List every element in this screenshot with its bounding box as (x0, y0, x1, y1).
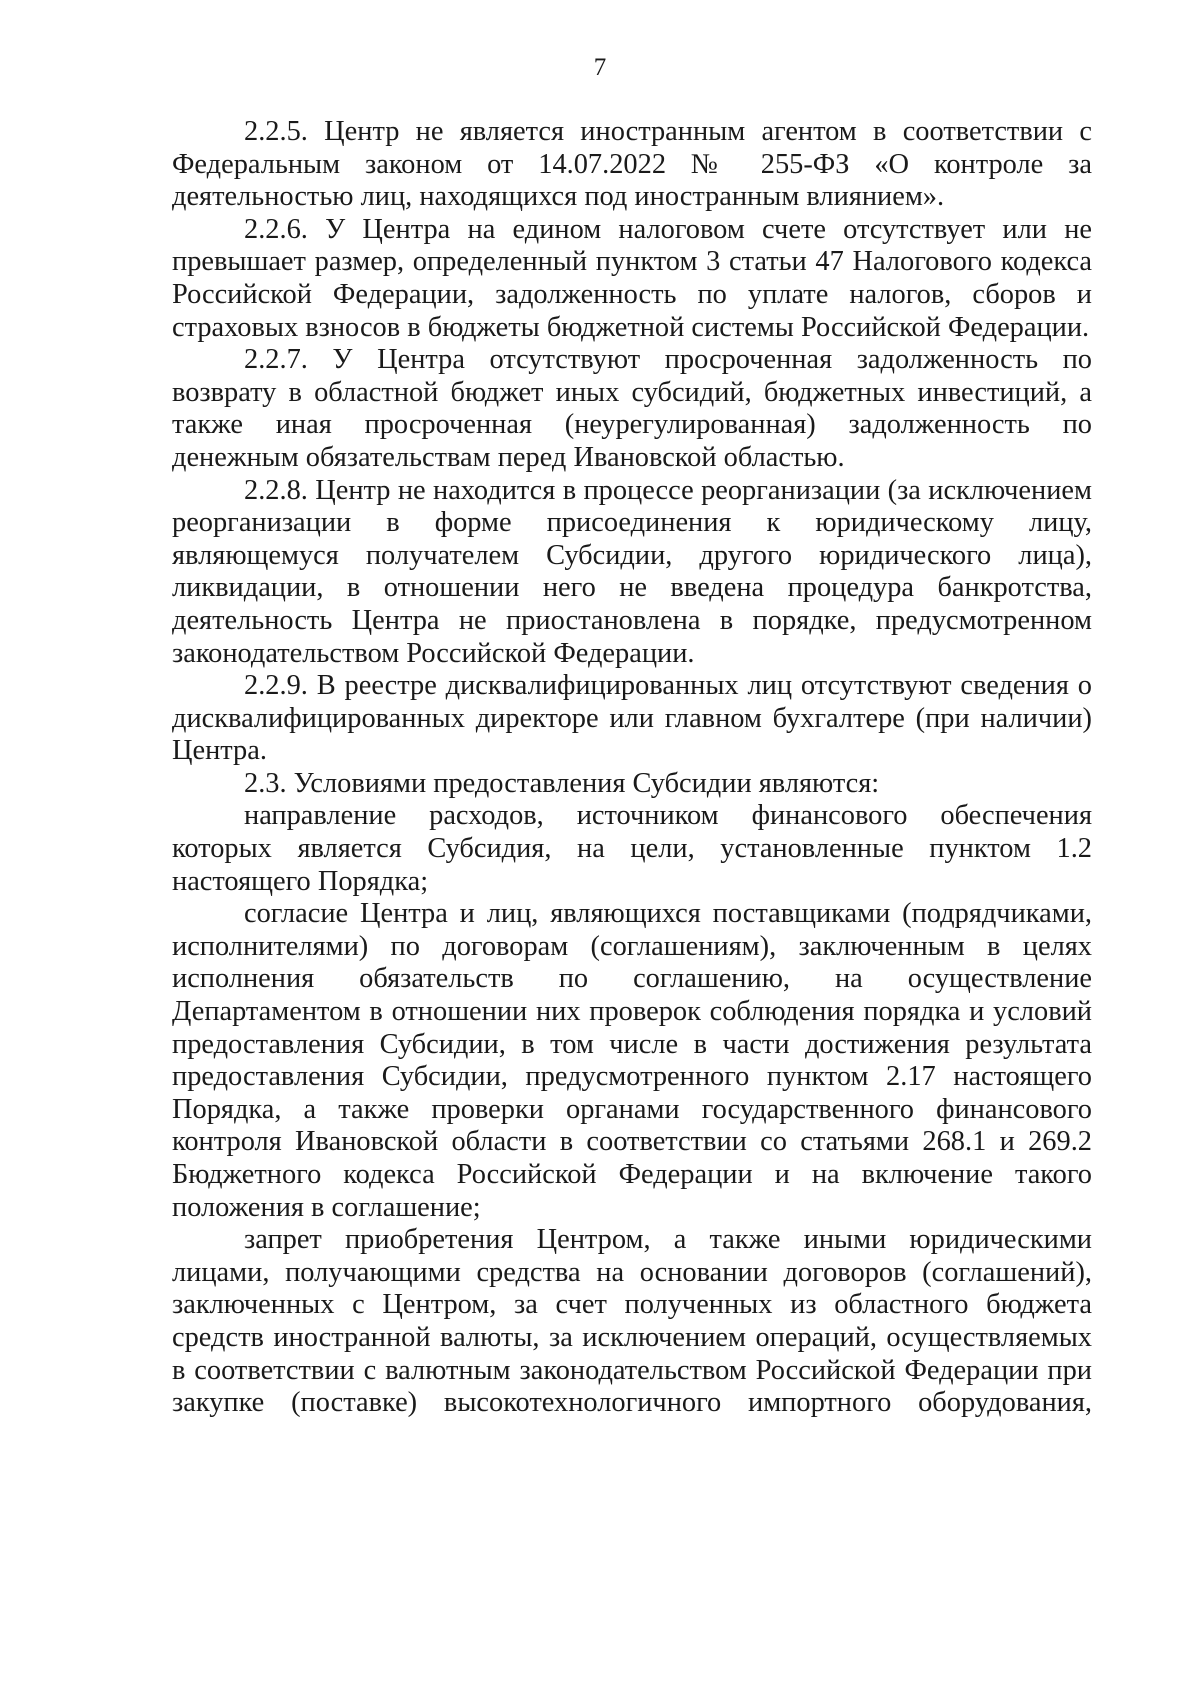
paragraph-2-2-9: 2.2.9. В реестре дисквалифицированных лиц отсутствуют сведения о дисквалифицированных директоре или главном бухгалтере (при наличии) Центра. (172, 670, 1092, 767)
paragraph-condition-consent: согласие Центра и лиц, являющихся поставщиками (подрядчиками, исполнителями) по договорам (соглашениям), заключенным в целях исполнения обязательств по соглашению, на осуществление Департаментом в отношении них проверок соблюдения порядка и условий предоставления Субсидии, в том числе в части достижения результата предоставления Субсидии, предусмотренного пунктом 2.17 настоящего Порядка, а также проверки органами государственного финансового контроля Ивановской области в соответствии со статьями 268.1 и 269.2 Бюджетного кодекса Российской Федерации и на включение такого положения в соглашение; (172, 898, 1092, 1223)
page-number: 7 (593, 54, 607, 81)
paragraph-condition-currency-ban: запрет приобретения Центром, а также иными юридическими лицами, получающими средства на основании договоров (соглашений), заключенных с Центром, за счет полученных из областного бюджета средств иностранной валюты, за исключением операций, осуществляемых в соответствии с валютным законодательством Российской Федерации при закупке (поставке) высокотехнологичного импортного оборудования, (172, 1224, 1092, 1419)
paragraph-2-2-6: 2.2.6. У Центра на едином налоговом счете отсутствует или не превышает размер, определенный пунктом 3 статьи 47 Налогового кодекса Российской Федерации, задолженность по уплате налогов, сборов и страховых взносов в бюджеты бюджетной системы Российской Федерации. (172, 213, 1092, 343)
document-body (172, 116, 1092, 1420)
paragraph-2-2-7: 2.2.7. У Центра отсутствуют просроченная задолженность по возврату в областной бюджет иных субсидий, бюджетных инвестиций, а также иная просроченная (неурегулированная) задолженность по денежным обязательствам перед Ивановской областью. (172, 344, 1092, 473)
paragraph-2-3: 2.3. Условиями предоставления Субсидии являются: (244, 767, 880, 799)
paragraph-condition-expenses: направление расходов, источником финансового обеспечения которых является Субсидия, на цели, установленные пунктом 1.2 настоящего Порядка; (172, 800, 1092, 897)
paragraph-2-2-5: 2.2.5. Центр не является иностранным агентом в соответствии с Федеральным законом от 14.07.2022 № 255-ФЗ «О контроле за деятельностью лиц, находящихся под иностранным влиянием». (172, 116, 1092, 213)
paragraph-2-2-8: 2.2.8. Центр не находится в процессе реорганизации (за исключением реорганизации в форме присоединения к юридическому лицу, являющемуся получателем Субсидии, другого юридического лица), ликвидации, в отношении него не введена процедура банкротства, деятельность Центра не приостановлена в порядке, предусмотренном законодательством Российской Федерации. (172, 474, 1092, 669)
